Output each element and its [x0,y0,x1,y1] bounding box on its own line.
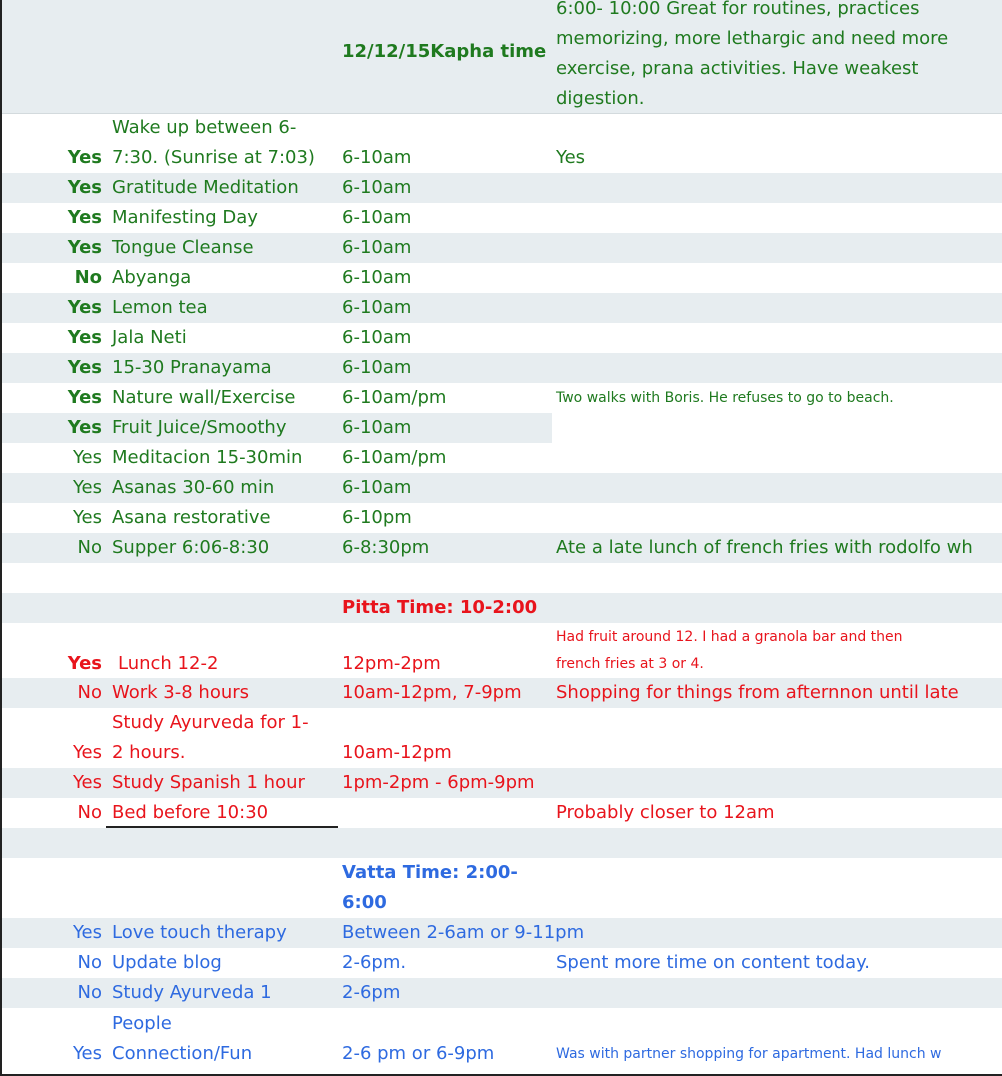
task-cell[interactable]: Study Ayurveda 1 [112,982,272,1003]
status-cell[interactable]: Yes [67,297,102,318]
status-cell[interactable]: Yes [72,447,102,468]
task-cell[interactable]: Jala Neti [112,327,187,348]
table-row [2,353,1002,383]
time-cell[interactable]: 10am-12pm, 7-9pm [342,682,522,703]
time-cell[interactable]: 6-10am [342,327,412,348]
note-cell[interactable]: Yes [556,147,586,168]
table-row [2,413,1002,443]
status-cell[interactable]: Yes [72,477,102,498]
task-cell[interactable]: Supper 6:06-8:30 [112,537,270,558]
status-cell[interactable]: Yes [67,357,102,378]
time-cell[interactable]: 6-10am [342,267,412,288]
table-row [2,623,1002,678]
note-cell[interactable]: Probably closer to 12am [556,802,775,823]
time-cell[interactable]: 2-6pm. [342,952,407,973]
task-cell-line2[interactable]: Connection/Fun [112,1043,253,1064]
table-row [2,203,1002,233]
table-row [2,978,1002,1008]
status-cell[interactable]: Yes [67,327,102,348]
time-cell[interactable]: 12pm-2pm [342,653,441,674]
time-cell[interactable]: 6-8:30pm [342,537,430,558]
table-row [2,443,1002,473]
task-cell-line2[interactable]: 7:30. (Sunrise at 7:03) [112,147,315,168]
vatta-header-title-line1[interactable]: Vatta Time: 2:00- [342,862,518,883]
task-cell[interactable]: Fruit Juice/Smoothy [112,417,287,438]
kapha-header-note[interactable]: 6:00- 10:00 Great for routines, practices memorizing, more lethargic and need more exercise, prana activities. Have weakest digestion. [556,0,949,109]
task-cell-line1[interactable]: Wake up between 6- [112,117,297,138]
status-cell[interactable]: Yes [67,147,102,168]
status-cell[interactable]: Yes [67,387,102,408]
blank-row [2,563,1002,593]
note-cell-line1[interactable]: Had fruit around 12. I had a granola bar and then [556,629,903,645]
table-row [2,918,1002,948]
time-cell[interactable]: 6-10am [342,357,412,378]
table-row [2,323,1002,353]
table-row [2,678,1002,708]
blank-row [2,828,1002,858]
task-cell[interactable]: Tongue Cleanse [112,237,254,258]
task-cell[interactable]: Meditacion 15-30min [112,447,303,468]
time-cell[interactable]: 6-10am [342,237,412,258]
table-row [2,533,1002,563]
time-cell[interactable]: 6-10am [342,297,412,318]
note-cell[interactable]: Two walks with Boris. He refuses to go to beach. [556,390,894,406]
task-cell[interactable]: Manifesting Day [112,207,258,228]
status-cell[interactable]: Yes [72,507,102,528]
task-cell-line2[interactable]: 2 hours. [112,742,186,763]
status-cell[interactable]: No [77,537,102,558]
status-cell[interactable]: No [77,952,102,973]
task-cell[interactable]: Asana restorative [112,507,271,528]
task-cell[interactable]: Love touch therapy [112,922,287,943]
status-cell[interactable]: Yes [67,207,102,228]
task-cell[interactable]: Asanas 30-60 min [112,477,275,498]
table-row [2,798,1002,828]
task-cell[interactable]: Update blog [112,952,222,973]
kapha-header-row [2,0,1002,113]
note-cell[interactable]: Spent more time on content today. [556,952,870,973]
time-cell[interactable]: 6-10am [342,177,412,198]
pitta-header-row [2,593,1002,623]
status-cell[interactable]: No [77,802,102,823]
table-row [2,1008,1002,1070]
time-cell[interactable]: 6-10am [342,477,412,498]
task-cell[interactable]: Nature wall/Exercise [112,387,296,408]
time-cell[interactable]: 6-10am/pm [342,387,447,408]
time-cell[interactable]: 1pm-2pm - 6pm-9pm [342,772,535,793]
status-cell[interactable]: Yes [72,1043,102,1064]
task-cell[interactable]: Abyanga [112,267,192,288]
time-cell[interactable]: 6-10am [342,417,412,438]
table-row [2,708,1002,768]
time-cell[interactable]: 6-10am [342,147,412,168]
task-cell[interactable]: Lunch 12-2 [118,653,219,674]
time-cell[interactable]: 10am-12pm [342,742,452,763]
kapha-header-title[interactable]: 12/12/15Kapha time [342,41,547,62]
table-row [2,173,1002,203]
task-cell[interactable]: Bed before 10:30 [112,802,269,823]
status-cell[interactable]: Yes [67,177,102,198]
time-cell[interactable]: 2-6pm [342,982,401,1003]
status-cell[interactable]: Yes [67,417,102,438]
note-cell-line2[interactable]: french fries at 3 or 4. [556,656,704,672]
table-row [2,383,1002,413]
time-cell[interactable]: 6-10am [342,207,412,228]
status-cell[interactable]: Yes [67,237,102,258]
note-cell[interactable]: Ate a late lunch of french fries with rodolfo wh [556,537,973,558]
status-cell[interactable]: Yes [72,742,102,763]
note-cell[interactable]: Was with partner shopping for apartment. Had lunch w [556,1046,942,1062]
status-cell[interactable]: Yes [72,772,102,793]
table-row [2,293,1002,323]
table-row [2,263,1002,293]
time-cell[interactable]: Between 2-6am or 9-11pm [342,922,585,943]
time-cell[interactable]: 2-6 pm or 6-9pm [342,1043,495,1064]
task-cell[interactable]: Study Spanish 1 hour [112,772,305,793]
task-cell[interactable]: Gratitude Meditation [112,177,299,198]
status-cell[interactable]: No [74,267,102,288]
vatta-header-title-line2[interactable]: 6:00 [342,892,387,913]
task-cell[interactable]: Work 3-8 hours [112,682,250,703]
task-cell-line1[interactable]: People [112,1013,172,1034]
vatta-header-row [2,858,1002,918]
pitta-header-title[interactable]: Pitta Time: 10-2:00 [342,597,538,618]
time-cell[interactable]: 6-10pm [342,507,412,528]
note-cell[interactable]: Shopping for things from afternnon until late [556,682,959,703]
table-row [2,113,1002,173]
task-cell[interactable]: 15-30 Pranayama [112,357,272,378]
table-row [2,948,1002,978]
status-cell[interactable]: Yes [67,653,102,674]
status-cell[interactable]: Yes [72,922,102,943]
task-cell[interactable]: Lemon tea [112,297,208,318]
time-cell[interactable]: 6-10am/pm [342,447,447,468]
table-row [2,503,1002,533]
table-row [2,768,1002,798]
table-row [2,473,1002,503]
task-cell-line1[interactable]: Study Ayurveda for 1- [112,712,309,733]
status-cell[interactable]: No [77,982,102,1003]
status-cell[interactable]: No [77,682,102,703]
table-row [2,233,1002,263]
